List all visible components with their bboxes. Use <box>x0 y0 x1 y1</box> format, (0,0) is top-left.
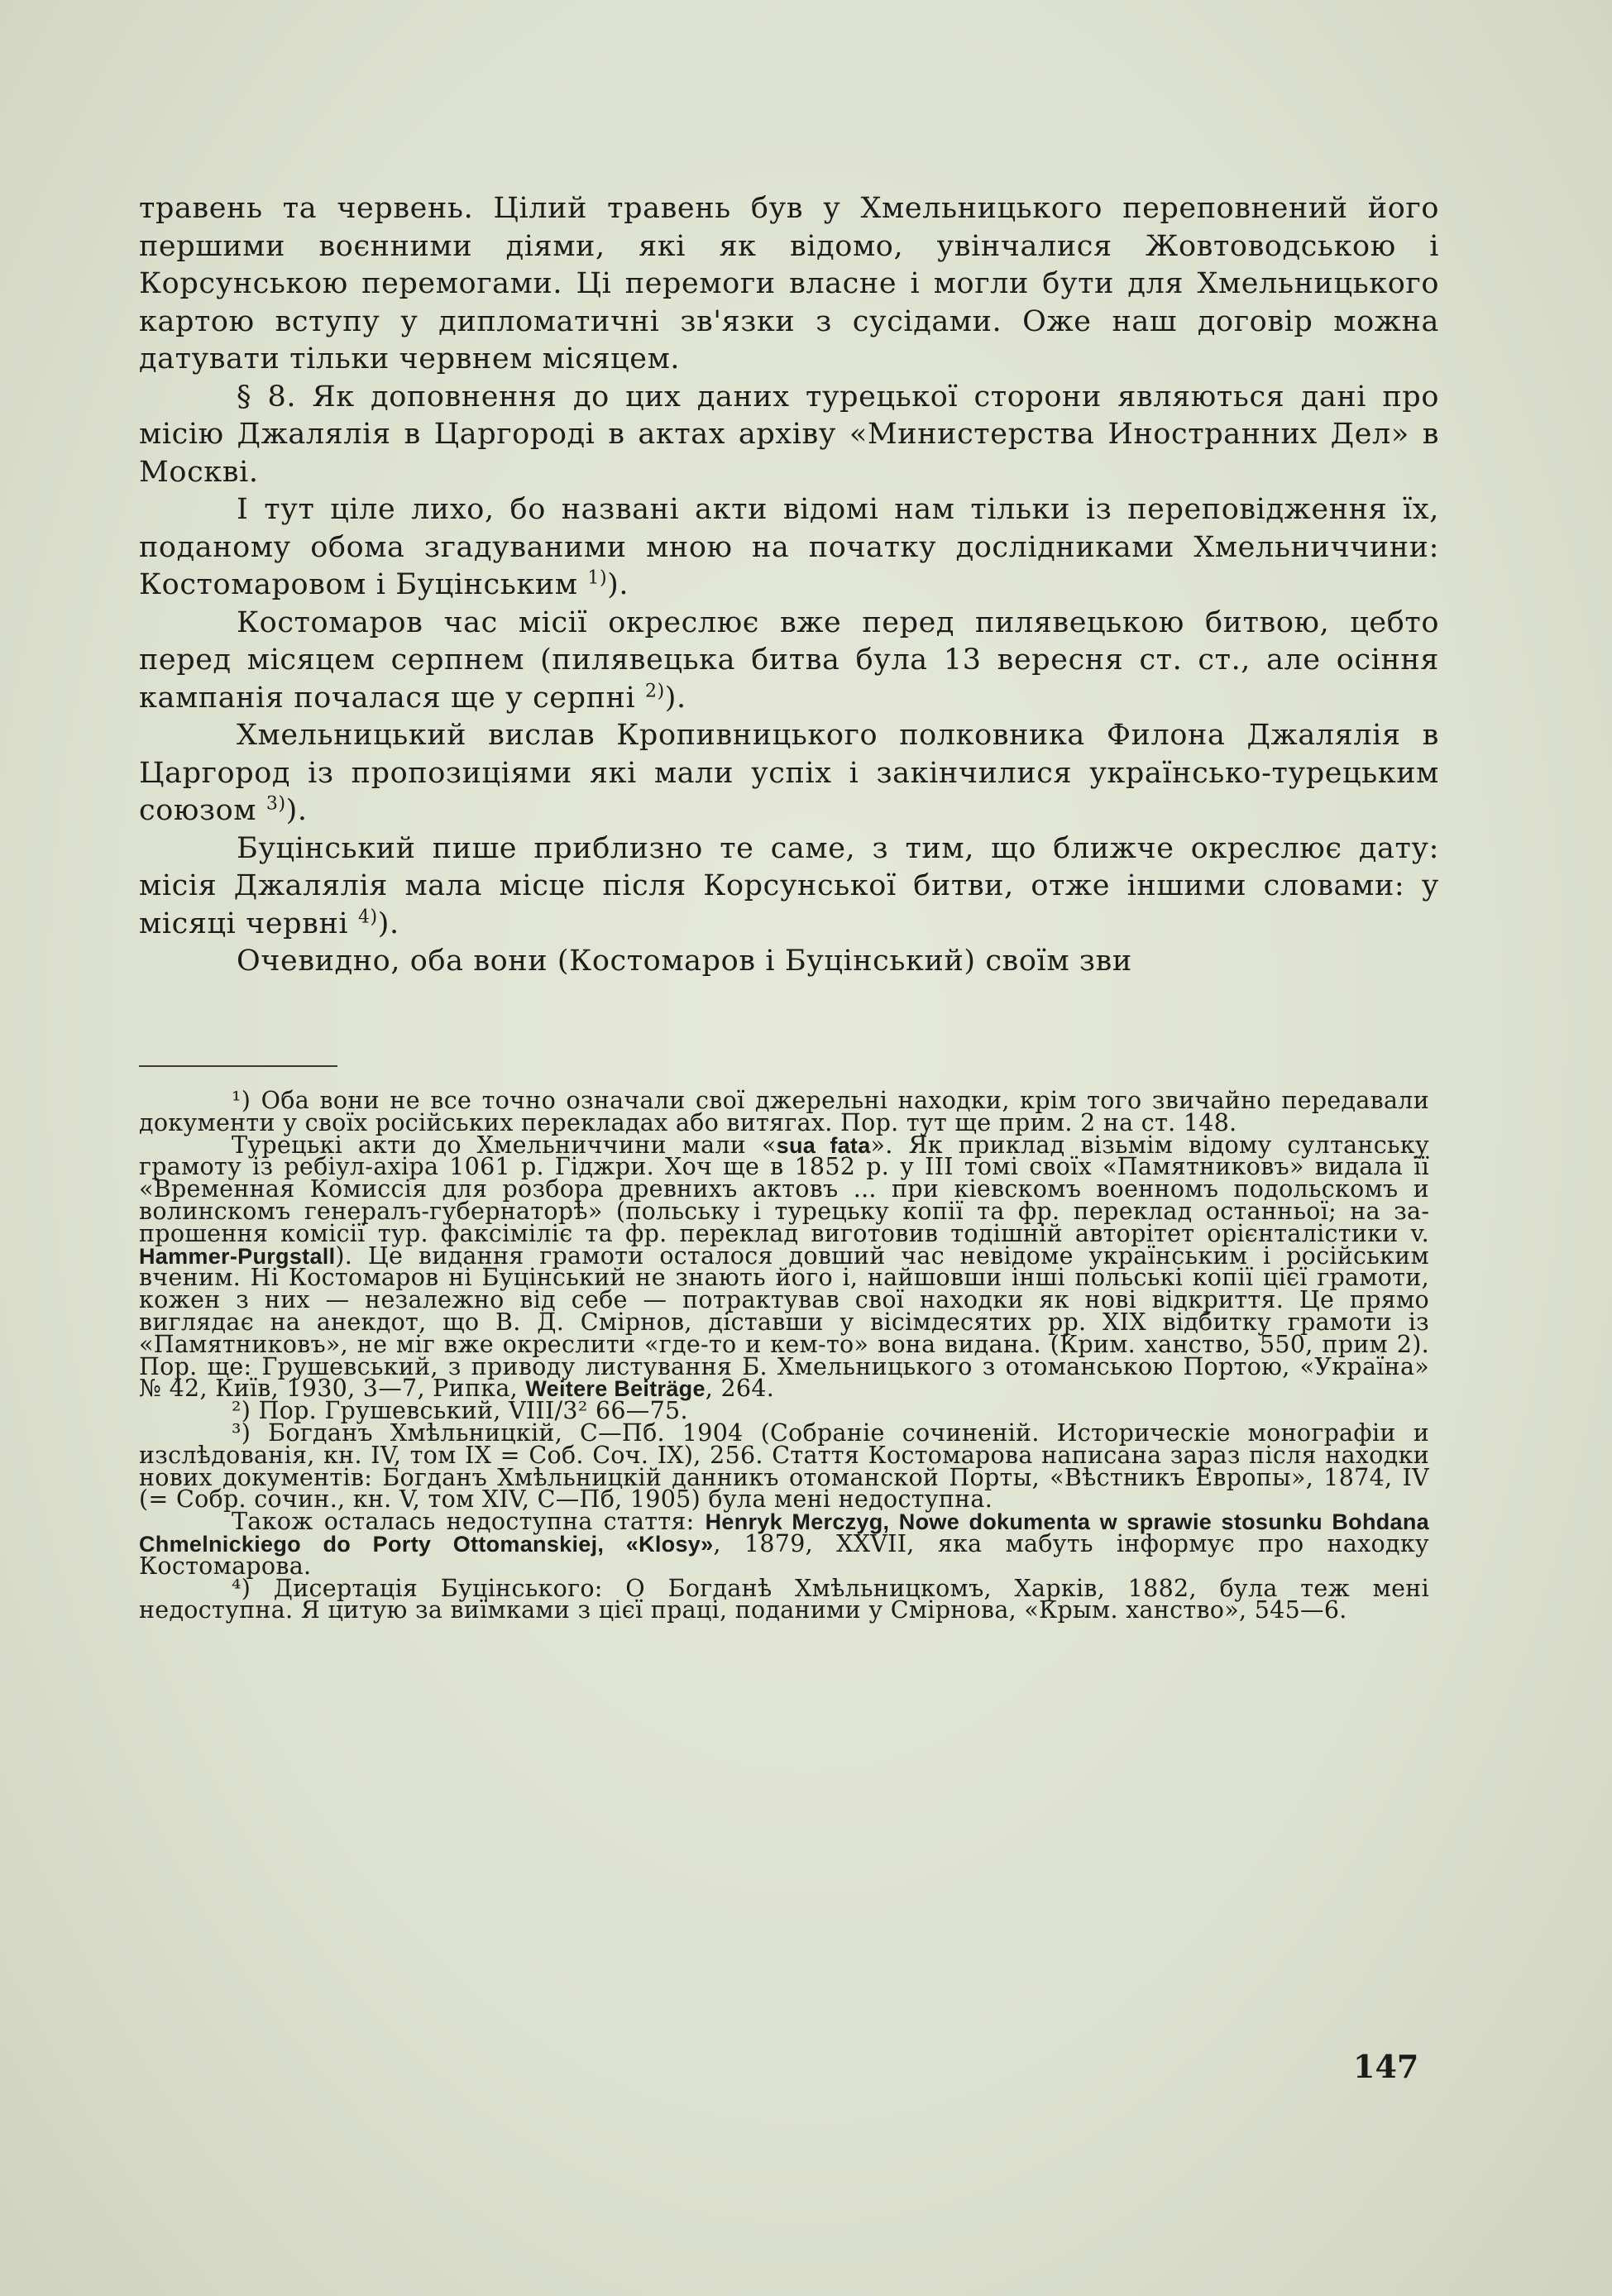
paragraph-4: Костомаров час місії окреслює вже перед пилявецькою битвою, цебто перед місяцем серпнем (пилявецька битва була 13 вересня ст. ст., але осіння кампанія почалася ще у серпні $^{2)}$). <box>139 605 1439 715</box>
footnote-ref[interactable]: 4) <box>357 906 378 927</box>
footnote-4: ⁴) Дисертація Буцінського: О Богданѣ Хмѣльницкомъ, Харків, 1882, була теж мені недоступна. Я цитую за виїмками з цієї праці, поданими у Смірнова, «Крым. ханство», 545—6. <box>139 1574 1429 1624</box>
footnote-ref[interactable]: 3) <box>265 793 286 815</box>
page-number: 147 <box>1353 2048 1419 2085</box>
footnote-ref[interactable]: 1) <box>587 567 608 589</box>
paragraph-5: Хмельницький вислав Кропивницького полковника Филона Джалялія в Царгород із пропозиціями які мали успіх і закінчилися українсько-турецьким союзом $^{3)}$). <box>139 719 1439 827</box>
footnote-1: ¹) Оба вони не все точно означали свої джерельні находки, крім того звичайно передавали документи у своїх російських перекладах або витягах. Пор. тут ще прим. 2 на ст. 148. <box>139 1087 1429 1136</box>
footnote-3-continuation: Також осталась недоступна стаття: Henryk Merczyg, Nowe dokumenta w sprawie stosunku Bohdana Chmelnickiego do Porty Ottomanskiej, «Klosy», 1879, XXVII, яка мабуть інформує про находку Костомарова. <box>139 1508 1429 1580</box>
footnote-divider <box>139 1065 337 1067</box>
footnote-1-continuation: Турецькі акти до Хмельниччини мали «sua fata». Як приклад візьмім відому султанську грамоту із ребіул-ахіра 1061 р. Гіджри. Хоч ще в 1852 р. у III томі своїх «Памятниковъ» видала її «Временная Комиссія для розбора древнихъ актовъ ... при кіевскомъ военномъ подольскомъ и волинскомъ генералъ-губернаторѣ» (польську і турецьку копії та фр. переклад останньої; на запрошення комісії тур. факсіміліє та фр. переклад виготовив тодішній авторітет орієнталістики v. Hammer-Purgstall). Це видання грамоти осталося довший час невідоме українським і російським вченим. Ні Костомаров ні Буцінський не знають його і, найшовши інші польські копії цієї грамоти, кожен з них — незалежно від себе — потрактував свої находки як нові відкриття. Це прямо виглядає на анекдот, що В. Д. Смірнов, діставши у вісімдесятих рр. XIX відбитку грамоти із «Памятниковъ», не міг вже окреслити «где-то и кем-то» вона видана. (Крим. ханство, 550, прим 2). Пор. ще: Грушевський, з приводу листування Б. Хмельницького з отоманською Портою, «Україна» № 42, Київ, 1930, 3—7, Рипка, Weitere Beiträge, 264. <box>139 1131 1429 1403</box>
paragraph-6: Буцінський пише приблизно те саме, з тим, що ближче окреслює дату: місія Джалялія мала місце після Корсунської битви, отже іншими словами: у місяці червні $^{4)}$). <box>139 831 1439 940</box>
paragraph-2: § 8. Як доповнення до цих даних турецької сторони являються дані про місію Джалялія в Царгороді в актах архіву «Министерства Иностранних Дел» в Москві. <box>139 380 1439 489</box>
paragraph-7: Очевидно, оба вони (Костомаров і Буцінський) своїм зви <box>237 945 1132 978</box>
paragraph-1: травень та червень. Цілий травень був у Хмельницького переповнений його першими воєнними діями, які як відомо, увінчалися Жовтоводською і Корсунською перемогами. Ці перемоги власне і могли бути для Хмельницького картою вступу у дипломатичні зв'язки з сусідами. Оже наш договір можна датувати тільки червнем місяцем. <box>139 192 1439 375</box>
footnote-ref[interactable]: 2) <box>645 680 665 701</box>
paragraph-3: І тут ціле лихо, бо названі акти відомі нам тільки із переповідження їх, поданому обома згадуваними мною на початку дослідниками Хмельниччини: Костомаровом і Буцінським $^{1)}$). <box>139 493 1439 601</box>
main-text <box>139 190 1439 981</box>
footnote-2: ²) Пор. Грушевський, VIII/3² 66—75. <box>232 1397 688 1425</box>
footnotes <box>139 1087 1429 1624</box>
footnote-3: ³) Богданъ Хмѣльницкій, С—Пб. 1904 (Собраніе сочиненій. Историческіе монографіи и изслѣдованія, кн. IV, том IX = Соб. Соч. IX), 256. Стаття Костомарова написана зараз після находки нових документів: Богданъ Хмѣльницкій данникъ отоманской Порты, «Вѣстникъ Европы», 1874, IV (= Собр. сочин., кн. V, том XIV, С—Пб, 1905) була мені недоступна. <box>139 1418 1429 1514</box>
